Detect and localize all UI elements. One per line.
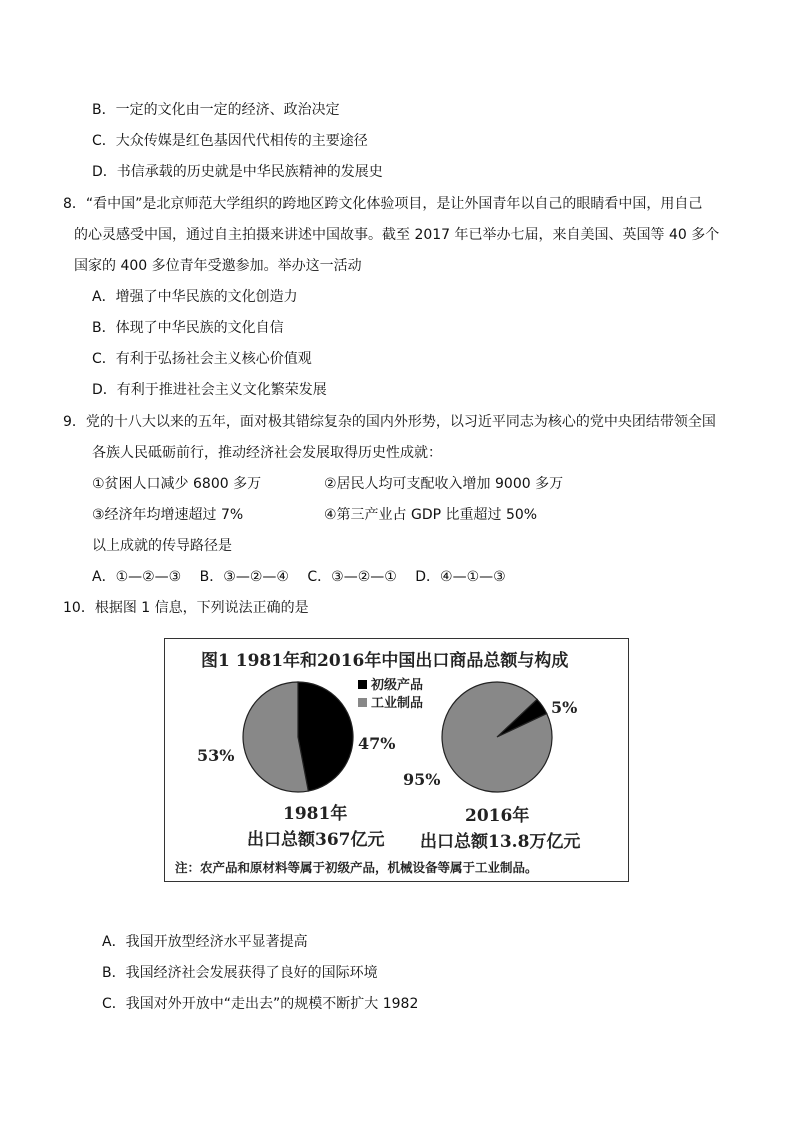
label-1981-primary: 47% (358, 734, 396, 753)
label-1981-industrial: 53% (197, 746, 235, 765)
legend-swatch-primary (358, 680, 367, 689)
q7-option-b: B．一定的文化由一定的经济、政治决定 (92, 102, 340, 118)
q8-stem-line2: 的心灵感受中国，通过自主拍摄来讲述中国故事。截至 2017 年已举办七届，来自美国、英国等 40 多个 (74, 227, 720, 243)
legend-label-primary: 初级产品 (371, 678, 424, 693)
q9-stem-line1: 9．党的十八大以来的五年，面对极其错综复杂的国内外形势，以习近平同志为核心的党中央团结带领全国 (63, 414, 716, 430)
legend-swatch-industrial (358, 698, 367, 707)
q9-stem-line2: 各族人民砥砺前行，推动经济社会发展取得历史性成就： (92, 445, 442, 461)
q8-stem-line3: 国家的 400 多位青年受邀参加。举办这一活动 (74, 258, 362, 274)
q9-item-4: ④第三产业占 GDP 比重超过 50% (324, 507, 538, 523)
q7-option-c: C．大众传媒是红色基因代代相传的主要途径 (92, 133, 368, 149)
pie-2016 (442, 682, 552, 792)
q9-ask: 以上成就的传导路径是 (92, 538, 232, 554)
q8-option-a: A．增强了中华民族的文化创造力 (92, 289, 298, 305)
q10-option-c: C．我国对外开放中“走出去”的规模不断扩大 1982 (102, 996, 419, 1012)
q9-options: A．①—②—③ B．③—②—④ C．③—②—① D．④—①—③ (92, 569, 506, 585)
year-1981: 1981年 (283, 804, 348, 824)
q8-option-c: C．有利于弘扬社会主义核心价值观 (92, 351, 312, 367)
q10-stem: 10．根据图 1 信息，下列说法正确的是 (63, 600, 309, 616)
q7-option-d: D．书信承载的历史就是中华民族精神的发展史 (92, 164, 383, 180)
total-1981: 出口总额367亿元 (247, 830, 385, 850)
slice-1981-primary (298, 682, 353, 791)
slice-1981-industrial (243, 682, 308, 792)
label-2016-industrial: 95% (403, 770, 441, 789)
figure-1-chart (164, 638, 629, 882)
q8-option-d: D．有利于推进社会主义文化繁荣发展 (92, 382, 327, 398)
q9-item-2: ②居民人均可支配收入增加 9000 多万 (324, 476, 564, 492)
q10-option-a: A．我国开放型经济水平显著提高 (102, 934, 308, 950)
year-2016: 2016年 (465, 806, 530, 826)
chart-title: 图1 1981年和2016年中国出口商品总额与构成 (201, 651, 569, 671)
chart-svg (165, 639, 630, 883)
label-2016-primary: 5% (551, 698, 578, 717)
chart-note: 注：农产品和原材料等属于初级产品，机械设备等属于工业制品。 (175, 860, 538, 875)
q9-item-3: ③经济年均增速超过 7% (92, 507, 244, 523)
q10-option-b: B．我国经济社会发展获得了良好的国际环境 (102, 965, 378, 981)
slice-2016-industrial (442, 682, 552, 792)
q8-stem-line1: 8．“看中国”是北京师范大学组织的跨地区跨文化体验项目，是让外国青年以自己的眼睛看中国，用自己 (63, 196, 703, 212)
total-2016: 出口总额13.8万亿元 (420, 832, 581, 852)
pie-1981 (243, 682, 353, 792)
q9-item-1: ①贫困人口减少 6800 多万 (92, 476, 262, 492)
q8-option-b: B．体现了中华民族的文化自信 (92, 320, 284, 336)
legend-label-industrial: 工业制品 (371, 696, 424, 711)
